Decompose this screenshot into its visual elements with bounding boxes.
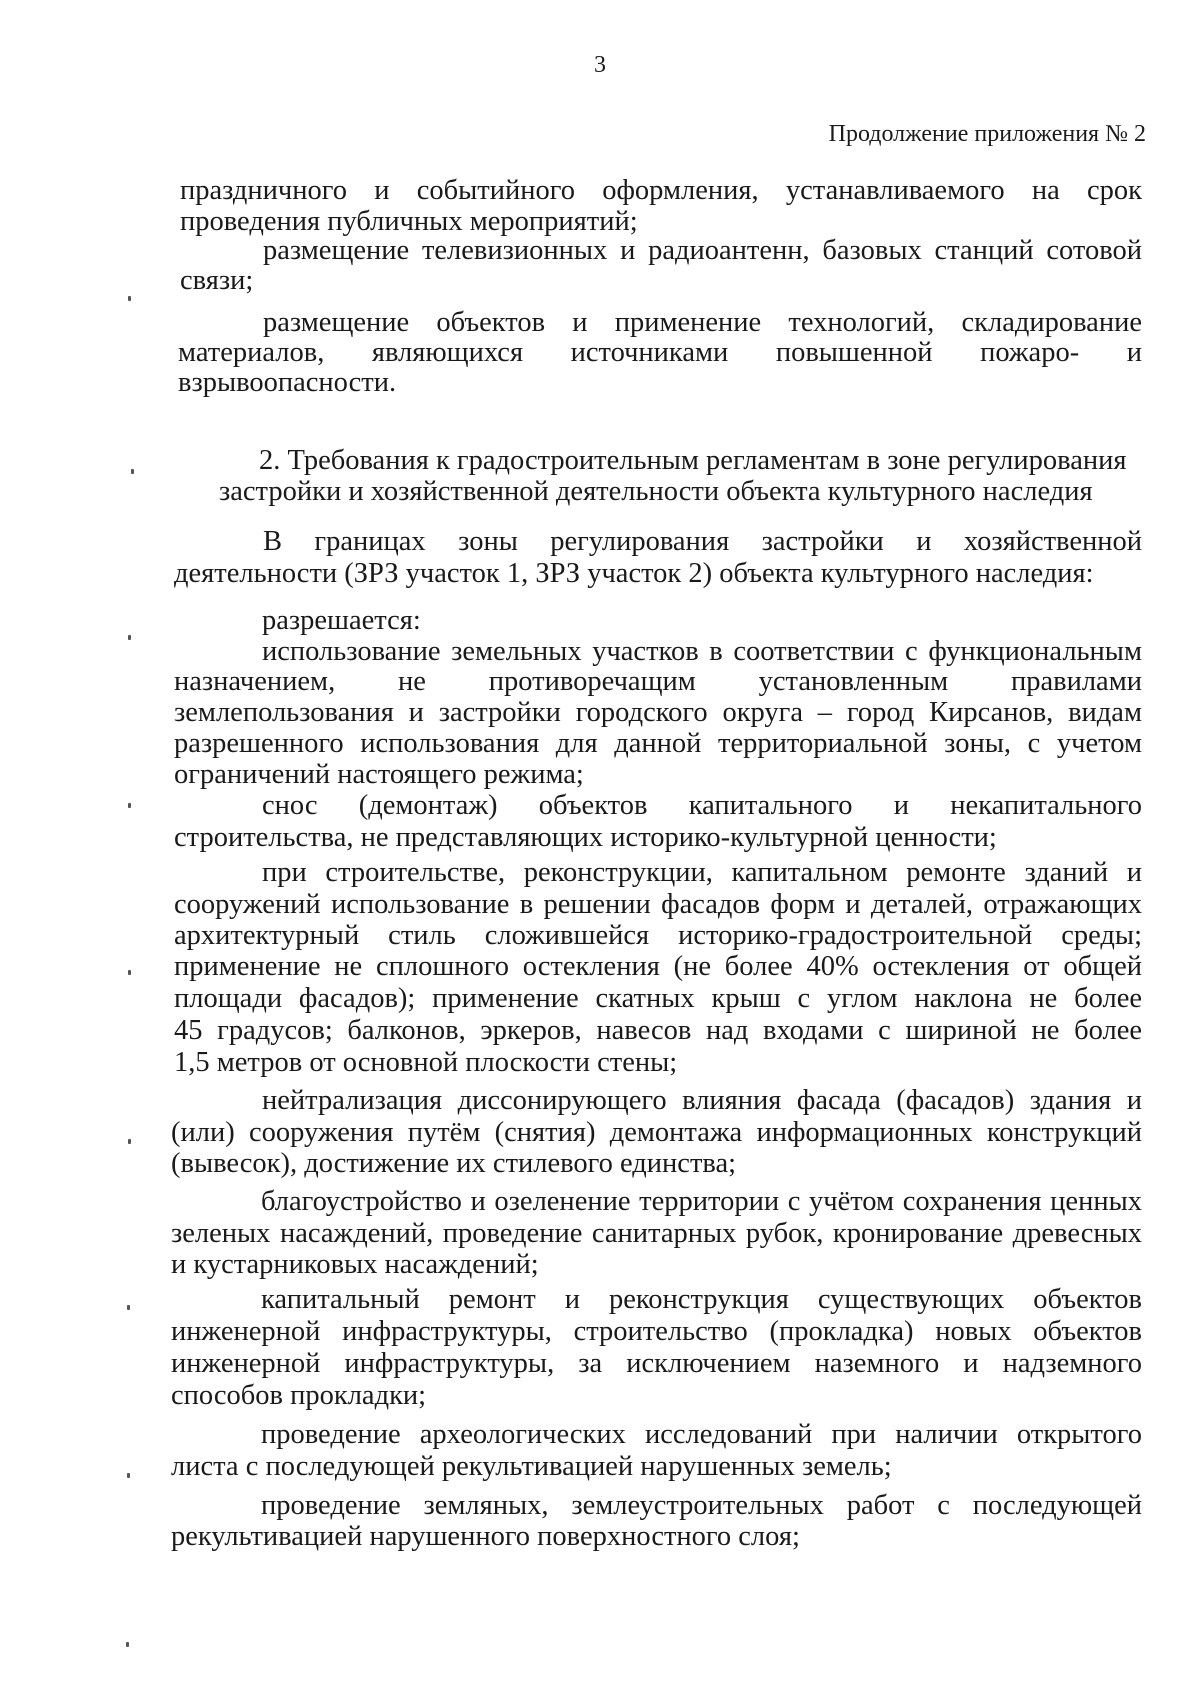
text-line: (вывесок), достижение их стилевого единства; xyxy=(171,1148,737,1179)
text-line: связи; xyxy=(180,265,254,296)
text-line: капитальный ремонт и реконструкция существующих объектов xyxy=(261,1284,1142,1315)
section-heading-line: 2. Требования к градостроительным регламентам в зоне регулирования xyxy=(259,445,1127,476)
scan-mark xyxy=(128,970,131,975)
page-number: 3 xyxy=(594,52,606,78)
text-line: строительства, не представляющих историко-культурной ценности; xyxy=(174,822,997,853)
text-line: инженерной инфраструктуры, строительство (прокладка) новых объектов xyxy=(171,1316,1142,1347)
text-line: размещение телевизионных и радиоантенн, базовых станций сотовой xyxy=(263,235,1142,266)
text-line: разрешается: xyxy=(262,605,421,636)
annex-note: Продолжение приложения № 2 xyxy=(828,121,1146,147)
text-line: благоустройство и озеленение территории с учётом сохранения ценных xyxy=(261,1186,1142,1217)
scan-mark xyxy=(127,1473,130,1478)
section-heading-line: застройки и хозяйственной деятельности объекта культурного наследия xyxy=(219,476,1093,507)
text-line: и кустарниковых насаждений; xyxy=(171,1249,539,1280)
scan-mark xyxy=(128,1139,131,1144)
text-line: ограничений настоящего режима; xyxy=(174,759,584,790)
scan-mark xyxy=(126,1642,129,1647)
text-line: снос (демонтаж) объектов капитального и некапитального xyxy=(262,790,1142,821)
text-line: инженерной инфраструктуры, за исключением наземного и надземного xyxy=(171,1348,1142,1379)
text-line: землепользования и застройки городского округа – город Кирсанов, видам xyxy=(174,697,1142,728)
text-line: В границах зоны регулирования застройки и хозяйственной xyxy=(263,526,1142,557)
text-line: 1,5 метров от основной плоскости стены; xyxy=(174,1047,678,1078)
scan-mark xyxy=(128,635,131,640)
text-line: праздничного и событийного оформления, устанавливаемого на срок xyxy=(180,175,1142,206)
scan-mark xyxy=(128,803,131,808)
text-line: применение не сплошного остекления (не более 40% остекления от общей xyxy=(174,951,1142,982)
text-line: при строительстве, реконструкции, капитальном ремонте зданий и xyxy=(262,857,1142,888)
text-line: способов прокладки; xyxy=(171,1380,427,1411)
scan-mark xyxy=(128,296,131,301)
text-line: 45 градусов; балконов, эркеров, навесов над входами с шириной не более xyxy=(174,1015,1142,1046)
text-line: проведение археологических исследований при наличии открытого xyxy=(261,1419,1142,1450)
text-line: площади фасадов); применение скатных крыш с углом наклона не более xyxy=(174,983,1142,1014)
text-line: проведения публичных мероприятий; xyxy=(180,206,638,237)
text-line: разрешенного использования для данной территориальной зоны, с учетом xyxy=(174,728,1142,759)
text-line: проведение земляных, землеустроительных работ с последующей xyxy=(261,1490,1142,1521)
text-line: архитектурный стиль сложившейся историко-градостроительной среды; xyxy=(174,920,1142,951)
text-line: использование земельных участков в соответствии с функциональным xyxy=(262,636,1142,667)
text-line: деятельности (ЗРЗ участок 1, ЗРЗ участок 2) объекта культурного наследия: xyxy=(174,558,1094,589)
text-line: материалов, являющихся источниками повышенной пожаро- и xyxy=(178,337,1142,368)
text-line: зеленых насаждений, проведение санитарных рубок, кронирование древесных xyxy=(171,1218,1142,1249)
text-line: размещение объектов и применение технологий, складирование xyxy=(263,307,1142,338)
scan-mark xyxy=(127,1305,130,1310)
text-line: сооружений использование в решении фасадов форм и деталей, отражающих xyxy=(174,889,1142,920)
text-line: назначением, не противоречащим установленным правилами xyxy=(174,666,1142,697)
text-line: взрывоопасности. xyxy=(178,367,397,398)
scan-mark xyxy=(131,469,134,474)
text-line: нейтрализация диссонирующего влияния фасада (фасадов) здания и xyxy=(262,1085,1142,1116)
text-line: (или) сооружения путём (снятия) демонтажа информационных конструкций xyxy=(171,1117,1142,1148)
text-line: рекультивацией нарушенного поверхностного слоя; xyxy=(171,1521,800,1552)
text-line: листа с последующей рекультивацией нарушенных земель; xyxy=(171,1451,892,1482)
